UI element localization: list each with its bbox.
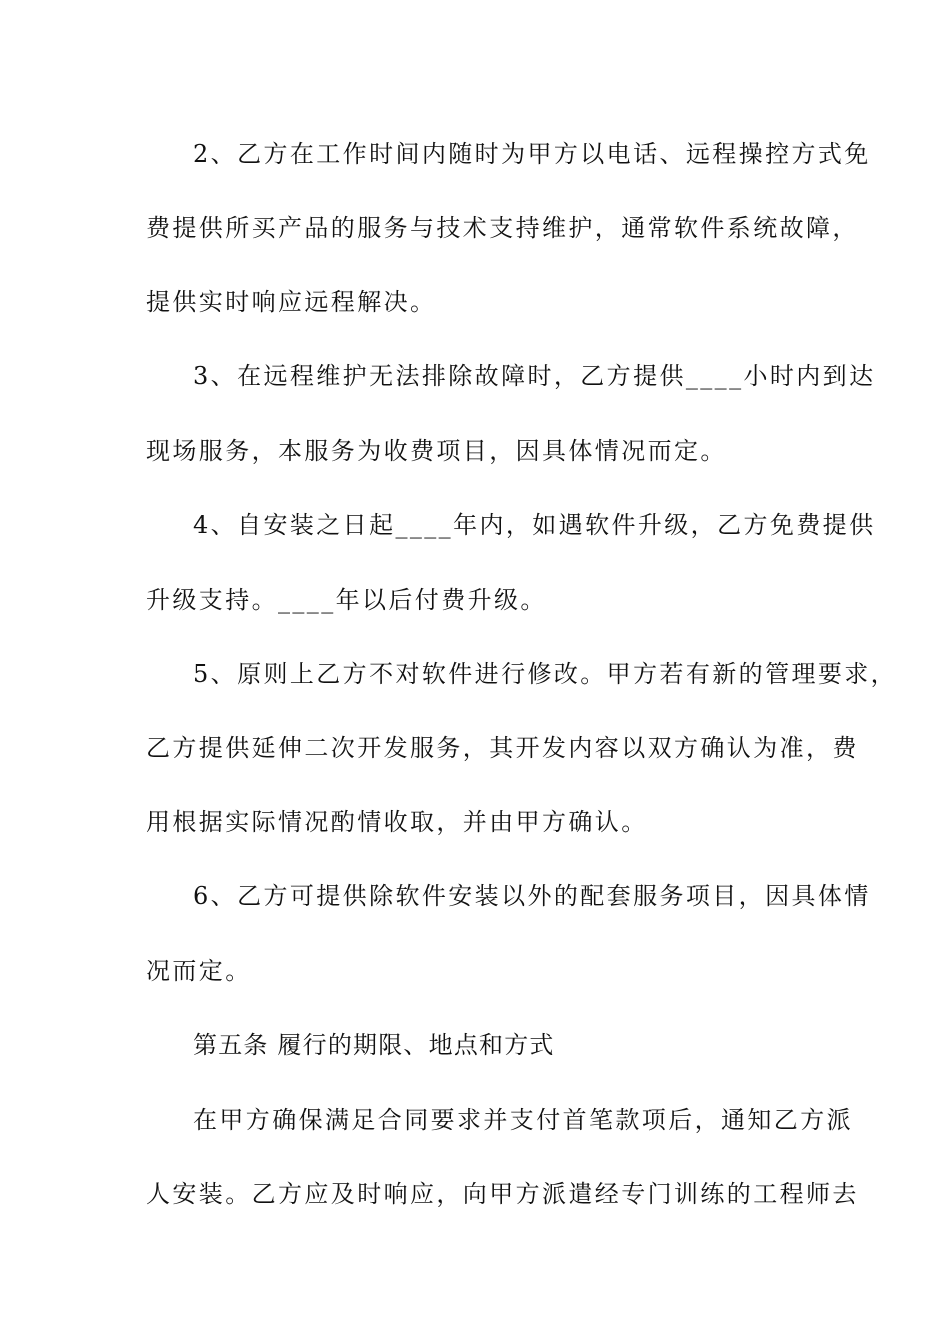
clause-5-line-1: 5、原则上乙方不对软件进行修改。甲方若有新的管理要求， (193, 660, 898, 688)
clause-2-line-2: 费提供所买产品的服务与技术支持维护，通常软件系统故障， (146, 214, 859, 242)
clause-4-line-2: 升级支持。____年以后付费升级。 (146, 586, 547, 614)
clause-5-line-2: 乙方提供延伸二次开发服务，其开发内容以双方确认为准，费 (146, 734, 859, 762)
clause-6-line-1: 6、乙方可提供除软件安装以外的配套服务项目，因具体情 (193, 882, 871, 910)
article-5-heading: 第五条 履行的期限、地点和方式 (193, 1031, 555, 1059)
clause-4-line-1: 4、自安装之日起____年内，如遇软件升级，乙方免费提供 (193, 511, 876, 539)
clause-2-line-1: 2、乙方在工作时间内随时为甲方以电话、远程操控方式免 (193, 140, 871, 168)
clause-3-line-1: 3、在远程维护无法排除故障时，乙方提供____小时内到达 (193, 362, 876, 390)
clause-5-line-3: 用根据实际情况酌情收取，并由甲方确认。 (146, 808, 648, 836)
article-5-line-2: 人安装。乙方应及时响应，向甲方派遣经专门训练的工程师去 (146, 1180, 859, 1208)
clause-6-line-2: 况而定。 (146, 957, 252, 985)
clause-2-line-3: 提供实时响应远程解决。 (146, 288, 437, 316)
clause-3-line-2: 现场服务，本服务为收费项目，因具体情况而定。 (146, 437, 727, 465)
article-5-line-1: 在甲方确保满足合同要求并支付首笔款项后，通知乙方派 (193, 1106, 853, 1134)
